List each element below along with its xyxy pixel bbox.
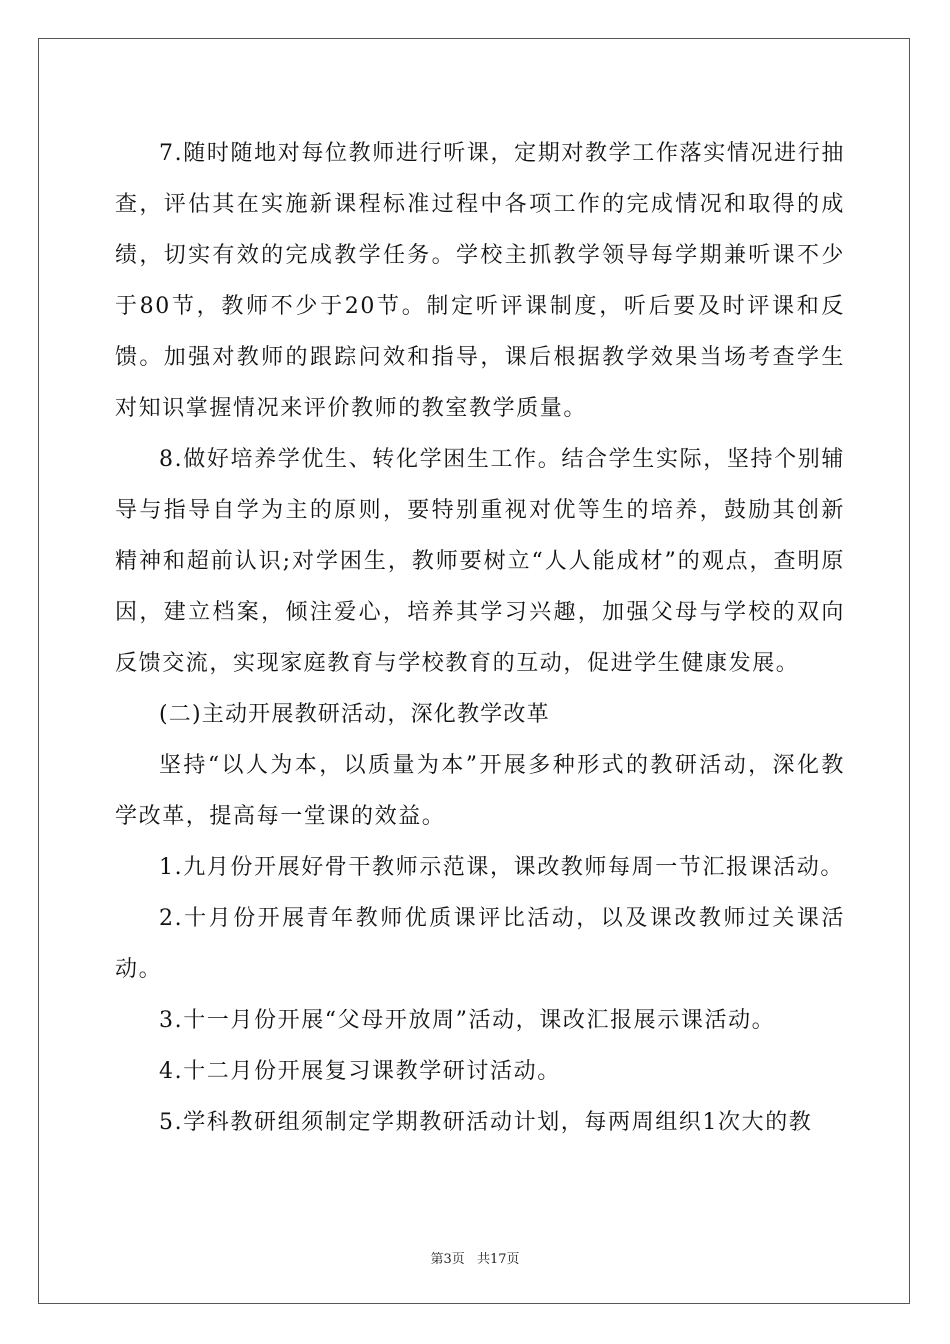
paragraph-item-8: 8.做好培养学优生、转化学困生工作。结合学生实际，坚持个别辅导与指导自学为主的原则，要特别重视对优等生的培养，鼓励其创新精神和超前认识;对学困生，教师要树立“人人能成材”的观点，查明原因，建立档案，倾注爱心，培养其学习兴趣，加强父母与学校的双向反馈交流，实现家庭教育与学校教育的互动，促进学生健康发展。 [115,447,845,676]
section-heading: (二)主动开展教研活动，深化教学改革 [159,702,550,727]
list-item-3: 3.十一月份开展“父母开放周”活动，课改汇报展示课活动。 [159,1008,776,1033]
list-item-5: 5.学科教研组须制定学期教研活动计划，每两周组织1次大的教 [159,1110,813,1135]
page-number: 第3页 [430,1252,465,1267]
page-footer [0,1248,950,1267]
page-total: 共17页 [476,1252,520,1267]
list-item-1: 1.九月份开展好骨干教师示范课，课改教师每周一节汇报课活动。 [159,855,844,880]
paragraph-item-7: 7.随时随地对每位教师进行听课，定期对教学工作落实情况进行抽查，评估其在实施新课程标准过程中各项工作的完成情况和取得的成绩，切实有效的完成教学任务。学校主抓教学领导每学期兼听课不少于80节，教师不少于20节。制定听评课制度，听后要及时评课和反馈。加强对教师的跟踪问效和指导，课后根据教学效果当场考查学生对知识掌握情况来评价教师的教室教学质量。 [115,141,845,421]
section-intro: 坚持“以人为本，以质量为本”开展多种形式的教研活动，深化教学改革，提高每一堂课的效益。 [115,753,845,829]
document-body [115,128,845,1148]
list-item-2: 2.十月份开展青年教师优质课评比活动，以及课改教师过关课活动。 [115,906,845,982]
list-item-4: 4.十二月份开展复习课教学研讨活动。 [159,1059,561,1084]
